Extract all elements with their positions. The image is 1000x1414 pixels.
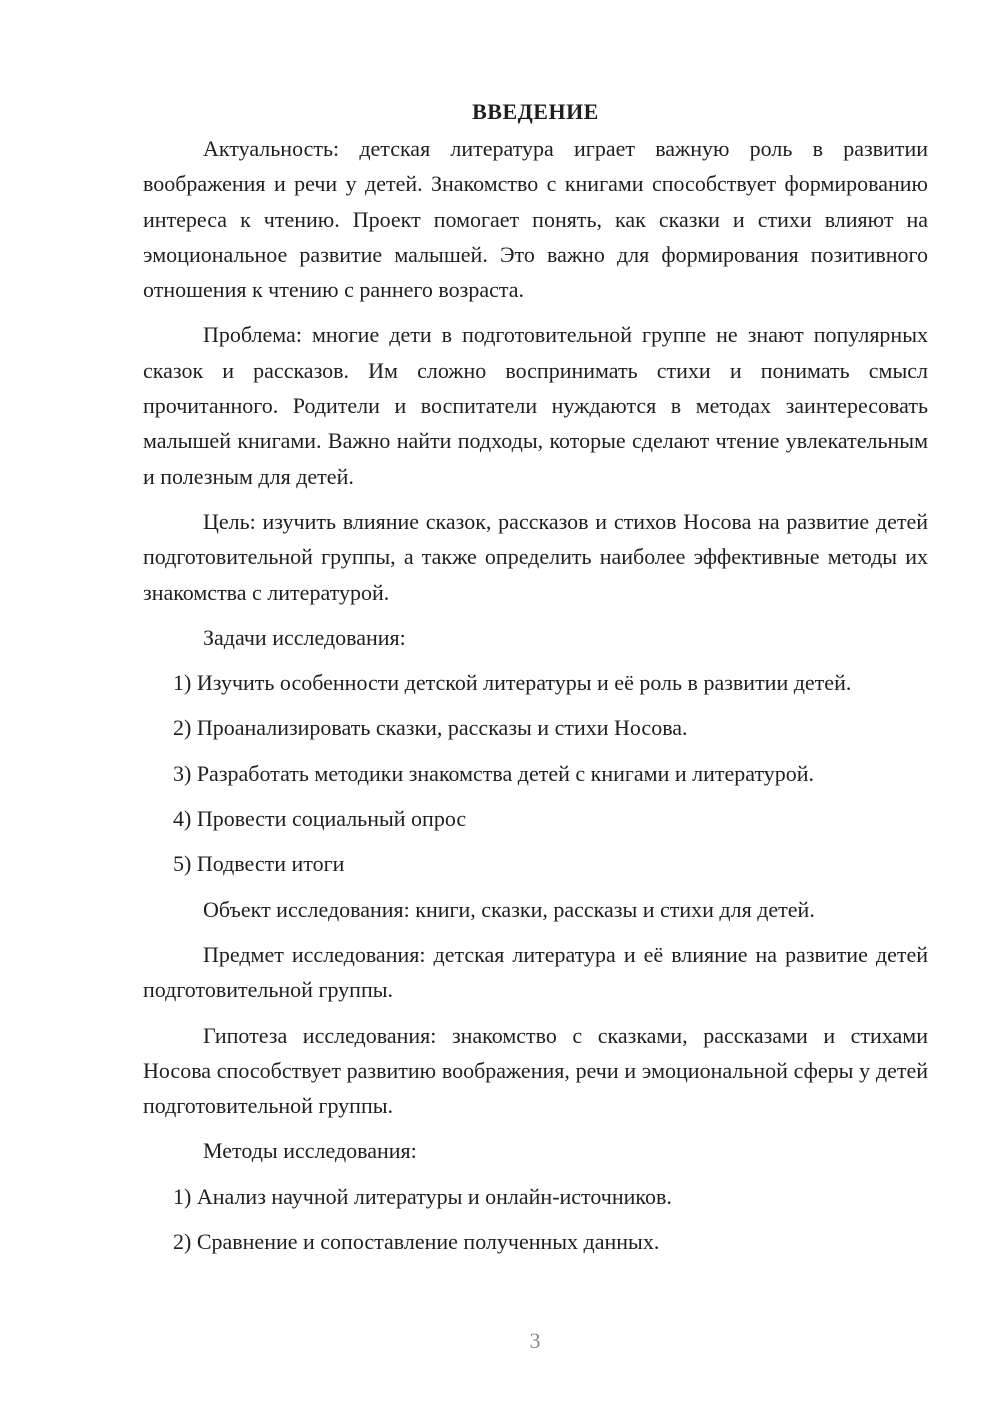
method-item-2: 2) Сравнение и сопоставление полученных данных. — [173, 1229, 660, 1255]
task-item-3: 3) Разработать методики знакомства детей с книгами и литературой. — [173, 760, 815, 786]
methods-heading: Методы исследования: — [203, 1138, 417, 1164]
method-item-1: 1) Анализ научной литературы и онлайн-источников. — [173, 1183, 672, 1209]
relevance-paragraph: Актуальность: детская литература играет важную роль в развитии воображения и речи у детей. Знакомство с книгами способствует формированию интереса к чтению. Проект помогает понять, как сказки и стихи влияют на эмоциональное развитие малышей. Это важно для формирования позитивного отношения к чтению с раннего возраста. — [143, 136, 928, 303]
subject-paragraph: Предмет исследования: детская литература и её влияние на развитие детей подготовительной группы. — [143, 941, 928, 1003]
tasks-heading: Задачи исследования: — [203, 624, 406, 650]
page-title: ВВЕДЕНИЕ — [472, 99, 599, 124]
task-item-5: 5) Подвести итоги — [173, 851, 345, 877]
object-paragraph: Объект исследования: книги, сказки, рассказы и стихи для детей. — [203, 896, 815, 922]
problem-paragraph: Проблема: многие дети в подготовительной группе не знают популярных сказок и рассказов. Им сложно воспринимать стихи и понимать смысл прочитанного. Родители и воспитатели нуждаются в методах заинтересовать малышей книгами. Важно найти подходы, которые сделают чтение увлекательным и полезным для детей. — [143, 322, 928, 489]
hypothesis-paragraph: Гипотеза исследования: знакомство с сказками, рассказами и стихами Носова способствует развитию воображения, речи и эмоциональной сферы у детей подготовительной группы. — [143, 1022, 928, 1119]
page-number: 3 — [529, 1328, 541, 1353]
task-item-1: 1) Изучить особенности детской литературы и её роль в развитии детей. — [173, 670, 852, 696]
task-item-2: 2) Проанализировать сказки, рассказы и стихи Носова. — [173, 715, 688, 741]
task-item-4: 4) Провести социальный опрос — [173, 806, 467, 832]
document-page — [143, 94, 928, 1269]
goal-paragraph: Цель: изучить влияние сказок, рассказов и стихов Носова на развитие детей подготовительной группы, а также определить наиболее эффективные методы их знакомства с литературой. — [143, 508, 928, 605]
